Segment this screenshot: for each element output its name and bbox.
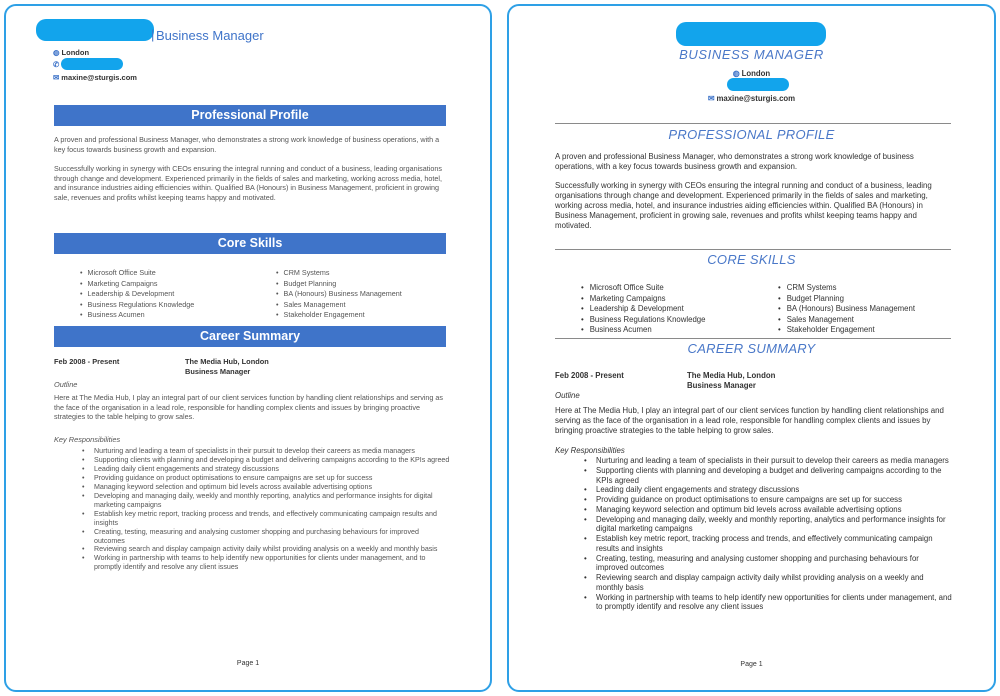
- responsibility-item: • Working in partnership with teams to help identify new opportunities for clients under management, and to promptly identify and resolve any client issues: [596, 593, 952, 613]
- skill-item: • Business Regulations Knowledge: [581, 315, 705, 326]
- skill-item: • Business Acumen: [581, 325, 705, 336]
- resume-title-caps: BUSINESS MANAGER: [679, 47, 824, 62]
- skill-item: • Leadership & Development: [581, 304, 705, 315]
- responsibility-item: • Providing guidance on product optimisations to ensure campaigns are set up for success: [94, 474, 450, 483]
- skill-item: • BA (Honours) Business Management: [778, 304, 915, 315]
- responsibility-item: • Reviewing search and display campaign activity daily whilst providing analysis on a weekly and monthly basis: [94, 545, 450, 554]
- skills-list-right: [778, 283, 915, 336]
- responsibility-item: • Nurturing and leading a team of specialists in their pursuit to develop their careers as media managers: [94, 447, 450, 456]
- responsibilities-label: Key Responsibilities: [555, 446, 625, 455]
- envelope-icon: ✉: [707, 94, 715, 103]
- skill-item: • CRM Systems: [276, 268, 402, 279]
- job-outline: Here at The Media Hub, I play an integral part of our client services function by handling client relationships and serving as the face of the organisation in a lead role, responsible for handling complex clients and issues by bringing proactive strategies to the table helping to grow sales.: [555, 406, 944, 435]
- location-line: [53, 48, 89, 57]
- responsibility-item: • Developing and managing daily, weekly and monthly reporting, analytics and performance insights for digital marketing campaigns: [596, 515, 952, 535]
- resume-title: Business Manager: [156, 28, 264, 43]
- skill-item: • Business Acumen: [80, 310, 194, 321]
- section-header-career: CAREER SUMMARY: [687, 341, 816, 356]
- profile-paragraph-1: A proven and professional Business Manager, who demonstrates a strong work knowledge of business operations, with a key focus towards business growth and expansion.: [555, 152, 914, 171]
- skill-item: • Leadership & Development: [80, 289, 194, 300]
- skill-item: • Marketing Campaigns: [80, 279, 194, 290]
- page-number: Page 1: [236, 660, 260, 667]
- responsibilities-label: Key Responsibilities: [54, 435, 121, 444]
- skill-item: • Stakeholder Engagement: [276, 310, 402, 321]
- job-company: The Media Hub, London: [687, 371, 776, 380]
- responsibility-item: • Leading daily client engagements and strategy discussions: [94, 465, 450, 474]
- email-text: maxine@sturgis.com: [716, 94, 796, 103]
- redacted-name: [36, 19, 154, 41]
- job-dates: Feb 2008 - Present: [555, 371, 624, 380]
- responsibility-item: • Establish key metric report, tracking process and trends, and effectively communicating campaign results and insights: [94, 510, 450, 528]
- responsibility-item: • Working in partnership with teams to help identify new opportunities for clients under management, and to promptly identify and resolve any client issues: [94, 554, 450, 572]
- redacted-phone: [727, 78, 789, 91]
- page-number: Page 1: [740, 661, 763, 668]
- job-dates: Feb 2008 - Present: [54, 357, 120, 366]
- profile-paragraph-1: A proven and professional Business Manager, who demonstrates a strong work knowledge of business operations, with a key focus towards business growth and expansion.: [54, 135, 440, 154]
- responsibility-item: • Reviewing search and display campaign activity daily whilst providing analysis on a weekly and monthly basis: [596, 573, 952, 593]
- location-text: London: [61, 48, 90, 57]
- responsibility-item: • Leading daily client engagements and strategy discussions: [596, 485, 952, 495]
- skill-item: • CRM Systems: [778, 283, 915, 294]
- redacted-name: [676, 22, 826, 46]
- divider: [555, 249, 951, 250]
- globe-icon: ◍: [53, 48, 60, 57]
- responsibility-item: • Supporting clients with planning and developing a budget and delivering campaigns according to the KPIs agreed: [94, 456, 450, 465]
- resume-page-right: [507, 4, 996, 692]
- responsibilities-list: [596, 456, 952, 612]
- skills-list-left: [80, 268, 194, 321]
- job-role: Business Manager: [687, 381, 756, 390]
- skill-item: • Microsoft Office Suite: [80, 268, 194, 279]
- skill-item: • Microsoft Office Suite: [581, 283, 705, 294]
- responsibility-item: • Supporting clients with planning and developing a budget and delivering campaigns according to the KPIs agreed: [596, 466, 952, 486]
- email-line: [53, 73, 137, 82]
- email-line: [509, 94, 994, 103]
- email-text: maxine@sturgis.com: [61, 73, 137, 82]
- responsibility-item: • Managing keyword selection and optimum bid levels across available advertising options: [596, 505, 952, 515]
- envelope-icon: ✉: [53, 73, 60, 82]
- resume-page-left: [4, 4, 492, 692]
- profile-paragraph-2: Successfully working in synergy with CEOs ensuring the integral running and conduct of a business, leading organisations through change and development. Experienced primarily in the fields of sales and marketing, working across media, hotel, and insurance industries aiding efficiencies within. Qualified BA (Honours) in Business Management, proficient in growing sale, revenues and profits whilst keeping teams happy and motivated.: [555, 181, 932, 230]
- section-header-career: Career Summary: [54, 326, 446, 347]
- skill-item: • Marketing Campaigns: [581, 294, 705, 305]
- section-header-skills: CORE SKILLS: [707, 252, 796, 267]
- responsibility-item: • Nurturing and leading a team of specialists in their pursuit to develop their careers as media managers: [596, 456, 952, 466]
- section-header-profile: PROFESSIONAL PROFILE: [668, 127, 835, 142]
- responsibility-item: • Establish key metric report, tracking process and trends, and effectively communicating campaign results and insights: [596, 534, 952, 554]
- skills-list-right: [276, 268, 402, 321]
- skill-item: • Sales Management: [778, 315, 915, 326]
- responsibility-item: • Developing and managing daily, weekly and monthly reporting, analytics and performance insights for digital marketing campaigns: [94, 492, 450, 510]
- skill-item: • Budget Planning: [778, 294, 915, 305]
- profile-paragraph-2: Successfully working in synergy with CEOs ensuring the integral running and conduct of a business, leading organisations through change and development. Experienced primarily in the fields of sales and marketing, working across media, hotel, and insurance industries aiding efficiencies within. Qualified BA (Honours) in Business Management, proficient in growing sale, revenues and profits whilst keeping teams happy and motivated.: [54, 164, 442, 202]
- responsibilities-list: [94, 447, 450, 572]
- skill-item: • Business Regulations Knowledge: [80, 300, 194, 311]
- section-header-skills: Core Skills: [54, 233, 446, 254]
- redacted-phone: [61, 58, 123, 70]
- phone-icon: ✆: [53, 60, 60, 69]
- location-line: [509, 69, 994, 78]
- globe-icon: ◍: [732, 69, 740, 78]
- job-role: Business Manager: [185, 366, 251, 376]
- responsibility-item: • Providing guidance on product optimisations to ensure campaigns are set up for success: [596, 495, 952, 505]
- job-company-block: [185, 357, 269, 377]
- skill-item: • Sales Management: [276, 300, 402, 311]
- job-outline: Here at The Media Hub, I play an integral part of our client services function by handling client relationships and serving as the face of the organisation in a lead role, responsible for handling complex clients and issues by bringing proactive strategies to the table helping to grow sales.: [54, 393, 444, 422]
- location-text: London: [741, 69, 771, 78]
- divider: [555, 123, 951, 124]
- job-company: The Media Hub, London: [185, 357, 269, 366]
- skill-item: • BA (Honours) Business Management: [276, 289, 402, 300]
- responsibility-item: • Creating, testing, measuring and analysing customer shopping and purchasing behaviours for improved outcomes: [94, 528, 450, 546]
- skill-item: • Stakeholder Engagement: [778, 325, 915, 336]
- section-header-profile: Professional Profile: [54, 105, 446, 126]
- title-separator: |: [151, 27, 155, 42]
- divider: [555, 338, 951, 339]
- skill-item: • Budget Planning: [276, 279, 402, 290]
- outline-label: Outline: [555, 391, 580, 400]
- job-company-block: [687, 371, 775, 391]
- skills-list-left: [581, 283, 705, 336]
- outline-label: Outline: [54, 380, 78, 389]
- responsibility-item: • Creating, testing, measuring and analysing customer shopping and purchasing behaviours for improved outcomes: [596, 554, 952, 574]
- responsibility-item: • Managing keyword selection and optimum bid levels across available advertising options: [94, 483, 450, 492]
